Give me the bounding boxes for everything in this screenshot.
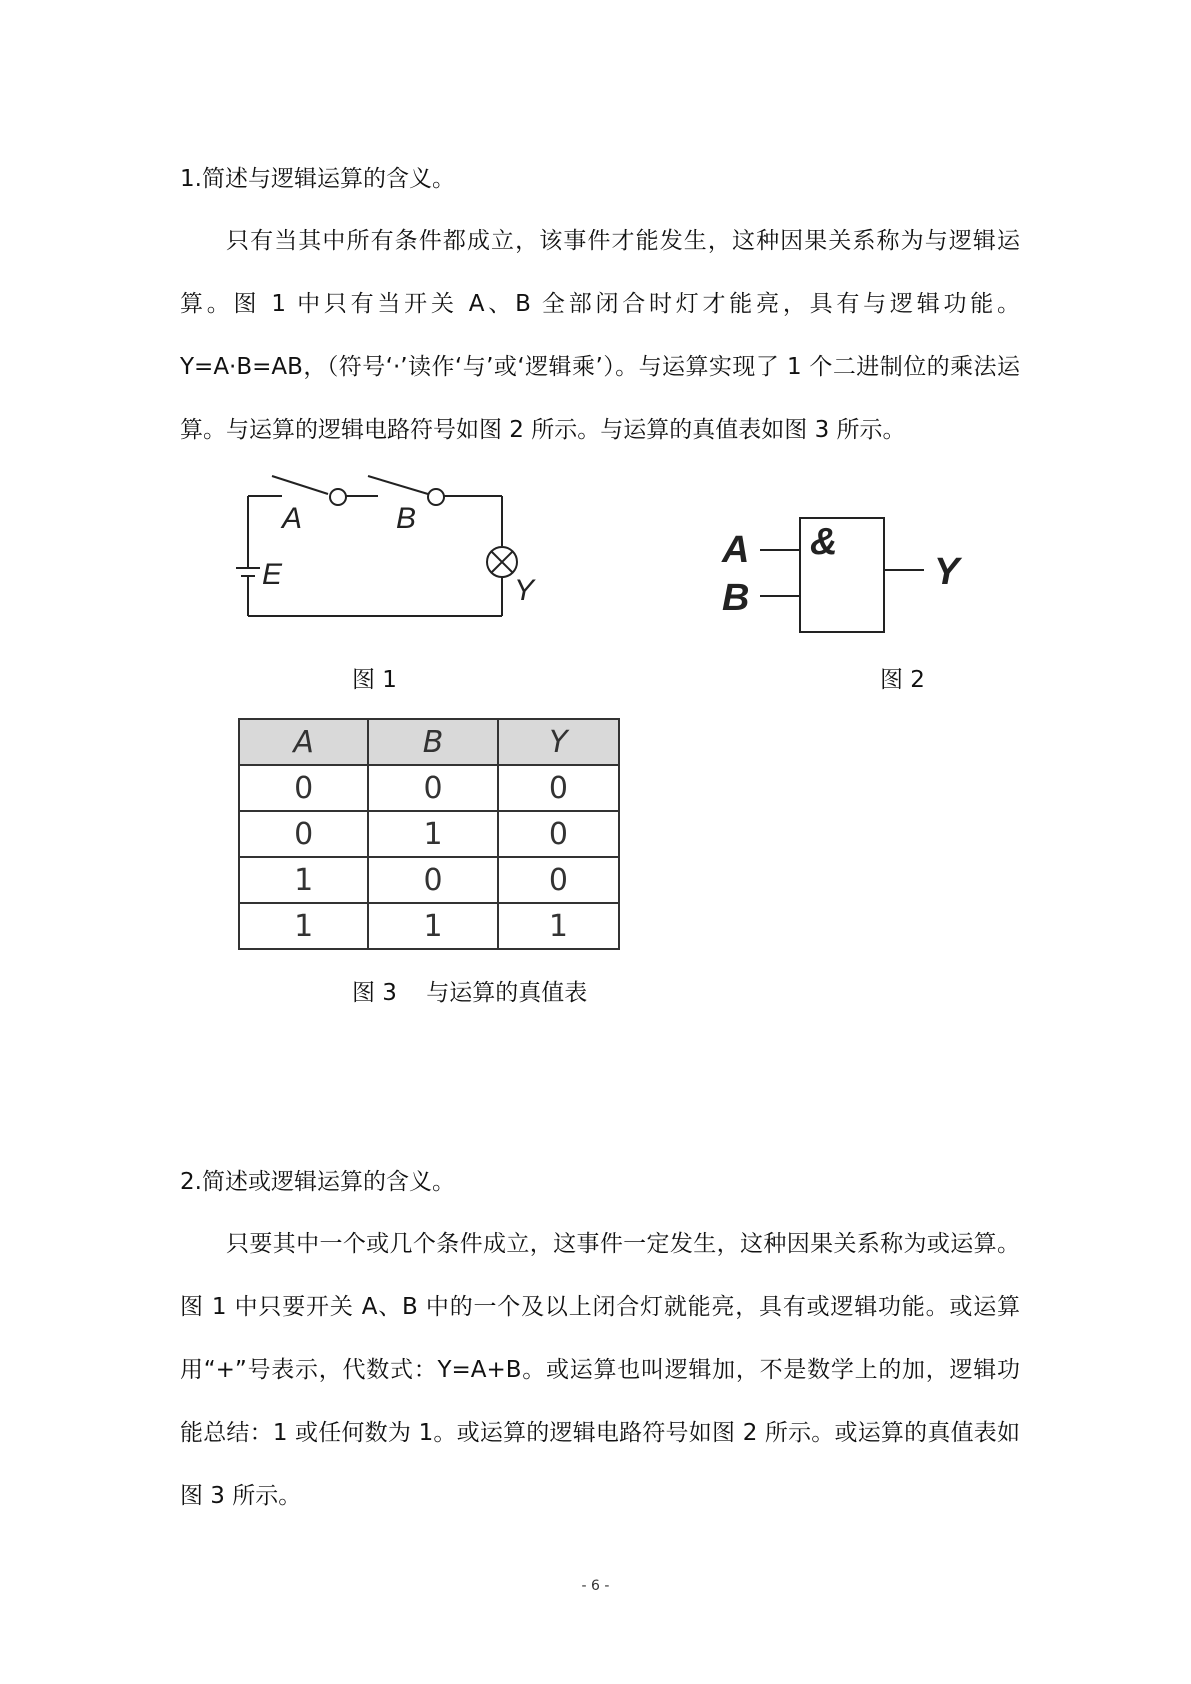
section1-heading: 1.简述与逻辑运算的含义。 [180,166,455,192]
header-cell-b: B [368,719,498,765]
switch-a-contact [330,489,346,505]
cell-y: 1 [498,903,619,949]
fig1-caption: 图 1 [352,667,397,693]
section1-paragraph: 只有当其中所有条件都成立，该事件才能发生，这种因果关系称为与逻辑运算。图 1 中只有当开关 A、B 全部闭合时灯才能亮，具有与逻辑功能。Y=A·B=AB，（符号‘·’读作‘与’或‘逻辑乘’）。与运算实现了 1 个二进制位的乘法运算。与运算的逻辑电路符号如图 2 所示。与运算的真值表如图 3 所示。 [180,228,1020,443]
cell-a: 1 [239,903,368,949]
switch-b-label: B [396,502,417,535]
cell-b: 1 [368,903,498,949]
gate-input-b: B [722,577,750,619]
cell-b: 1 [368,811,498,857]
switch-b-contact [428,489,444,505]
gate-and-symbol: & [810,521,838,563]
header-cell-a: A [239,719,368,765]
table-row [239,811,619,857]
cell-y: 0 [498,811,619,857]
fig3-caption: 图 3 与运算的真值表 [352,980,588,1006]
cell-y: 0 [498,857,619,903]
switch-a-lever [272,476,328,494]
cell-a: 0 [239,811,368,857]
gate-output-y: Y [934,551,960,593]
cell-y: 0 [498,765,619,811]
section2-heading: 2.简述或逻辑运算的含义。 [180,1169,455,1195]
switch-a-label: A [282,502,303,535]
battery-label: E [262,558,283,591]
fig2-caption: 图 2 [880,667,925,693]
lamp-label: Y [514,574,535,607]
table-row [239,903,619,949]
page-number: - 6 - [581,1578,610,1594]
gate-input-a: A [722,529,750,571]
cell-b: 0 [368,765,498,811]
cell-b: 0 [368,857,498,903]
switch-b-lever [368,476,428,494]
header-cell-y: Y [498,719,619,765]
cell-a: 1 [239,857,368,903]
and-circuit-diagram [222,468,542,628]
truth-table-header-row [239,719,619,765]
cell-a: 0 [239,765,368,811]
and-gate-symbol [710,510,980,640]
table-row [239,857,619,903]
section2-paragraph: 只要其中一个或几个条件成立，这事件一定发生，这种因果关系称为或运算。图 1 中只要开关 A、B 中的一个及以上闭合灯就能亮，具有或逻辑功能。或运算用“+”号表示，代数式：Y=A+B。或运算也叫逻辑加，不是数学上的加，逻辑功能总结：1 或任何数为 1。或运算的逻辑电路符号如图 2 所示。或运算的真值表如图 3 所示。 [180,1231,1020,1509]
table-row [239,765,619,811]
truth-table [238,718,620,950]
